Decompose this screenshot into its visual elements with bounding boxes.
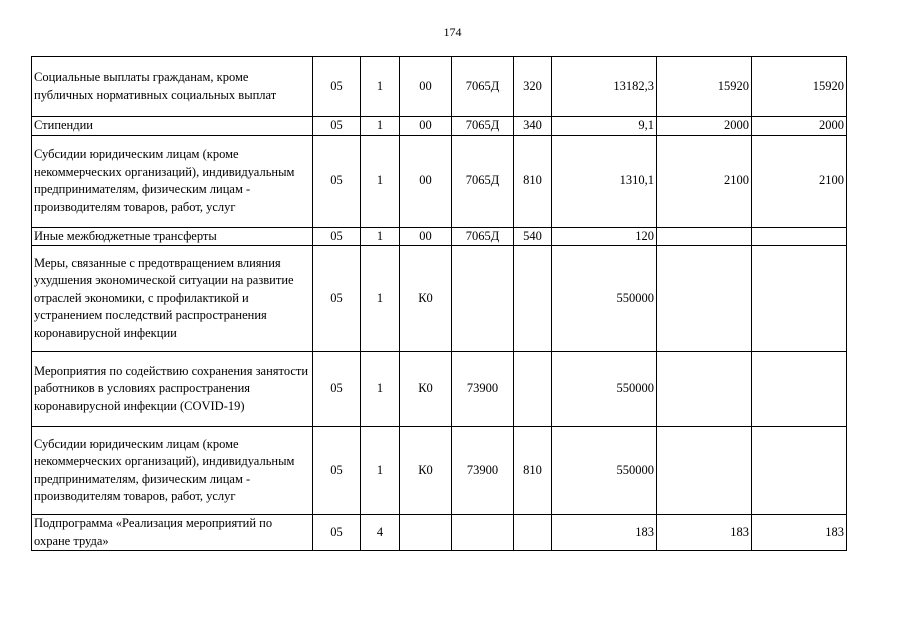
target-article-cell: 7065Д	[452, 117, 514, 136]
table-row	[32, 352, 847, 427]
amount-year1-cell: 550000	[552, 427, 657, 515]
target-article-cell: 73900	[452, 352, 514, 427]
subsection-code-cell: 1	[361, 427, 400, 515]
target-article-cell: 73900	[452, 427, 514, 515]
table-row	[32, 427, 847, 515]
expense-type-cell: 810	[514, 135, 552, 227]
section-code-cell: 05	[313, 352, 361, 427]
section-code-cell: 05	[313, 246, 361, 352]
amount-year1-cell: 13182,3	[552, 57, 657, 117]
amount-year3-cell	[752, 246, 847, 352]
target-article-cell: 7065Д	[452, 135, 514, 227]
amount-year2-cell	[657, 227, 752, 246]
table-row	[32, 135, 847, 227]
amount-year1-cell: 9,1	[552, 117, 657, 136]
program-code-cell: К0	[400, 352, 452, 427]
subsection-code-cell: 1	[361, 57, 400, 117]
program-code-cell	[400, 515, 452, 551]
section-code-cell: 05	[313, 227, 361, 246]
amount-year2-cell: 183	[657, 515, 752, 551]
subsection-code-cell: 1	[361, 246, 400, 352]
amount-year2-cell: 2100	[657, 135, 752, 227]
page-number: 174	[443, 25, 462, 39]
amount-year3-cell: 183	[752, 515, 847, 551]
amount-year3-cell: 15920	[752, 57, 847, 117]
amount-year2-cell: 15920	[657, 57, 752, 117]
amount-year1-cell: 1310,1	[552, 135, 657, 227]
table-row	[32, 117, 847, 136]
amount-year3-cell	[752, 227, 847, 246]
table-row	[32, 515, 847, 551]
amount-year1-cell: 550000	[552, 352, 657, 427]
row-name-cell: Стипендии	[32, 117, 313, 136]
subsection-code-cell: 1	[361, 135, 400, 227]
row-name-cell: Иные межбюджетные трансферты	[32, 227, 313, 246]
row-name-cell: Субсидии юридическим лицам (кроме некоммерческих организаций), индивидуальным предпринимателям, физическим лицам - производителям товаров, работ, услуг	[32, 135, 313, 227]
target-article-cell	[452, 246, 514, 352]
expense-type-cell	[514, 515, 552, 551]
budget-table	[31, 56, 847, 551]
amount-year3-cell	[752, 352, 847, 427]
amount-year2-cell	[657, 246, 752, 352]
expense-type-cell	[514, 352, 552, 427]
section-code-cell: 05	[313, 515, 361, 551]
program-code-cell: 00	[400, 57, 452, 117]
row-name-cell: Субсидии юридическим лицам (кроме некоммерческих организаций), индивидуальным предпринимателям, физическим лицам - производителям товаров, работ, услуг	[32, 427, 313, 515]
row-name-cell: Социальные выплаты гражданам, кроме публичных нормативных социальных выплат	[32, 57, 313, 117]
table-row	[32, 57, 847, 117]
program-code-cell: 00	[400, 227, 452, 246]
amount-year1-cell: 183	[552, 515, 657, 551]
expense-type-cell: 320	[514, 57, 552, 117]
subsection-code-cell: 1	[361, 352, 400, 427]
table-row	[32, 246, 847, 352]
amount-year1-cell: 120	[552, 227, 657, 246]
expense-type-cell: 810	[514, 427, 552, 515]
amount-year2-cell	[657, 427, 752, 515]
expense-type-cell	[514, 246, 552, 352]
program-code-cell: К0	[400, 427, 452, 515]
amount-year3-cell	[752, 427, 847, 515]
expense-type-cell: 540	[514, 227, 552, 246]
target-article-cell: 7065Д	[452, 227, 514, 246]
program-code-cell: К0	[400, 246, 452, 352]
row-name-cell: Подпрограмма «Реализация мероприятий по охране труда»	[32, 515, 313, 551]
section-code-cell: 05	[313, 117, 361, 136]
program-code-cell: 00	[400, 117, 452, 136]
subsection-code-cell: 1	[361, 117, 400, 136]
amount-year2-cell	[657, 352, 752, 427]
section-code-cell: 05	[313, 135, 361, 227]
section-code-cell: 05	[313, 427, 361, 515]
subsection-code-cell: 4	[361, 515, 400, 551]
section-code-cell: 05	[313, 57, 361, 117]
subsection-code-cell: 1	[361, 227, 400, 246]
row-name-cell: Мероприятия по содействию сохранения занятости работников в условиях распространения коронавирусной инфекции (COVID-19)	[32, 352, 313, 427]
target-article-cell	[452, 515, 514, 551]
amount-year2-cell: 2000	[657, 117, 752, 136]
expense-type-cell: 340	[514, 117, 552, 136]
amount-year3-cell: 2000	[752, 117, 847, 136]
row-name-cell: Меры, связанные с предотвращением влияния ухудшения экономической ситуации на развитие отраслей экономики, с профилактикой и устранением последствий распространения коронавирусной инфекции	[32, 246, 313, 352]
amount-year1-cell: 550000	[552, 246, 657, 352]
amount-year3-cell: 2100	[752, 135, 847, 227]
program-code-cell: 00	[400, 135, 452, 227]
table-row	[32, 227, 847, 246]
target-article-cell: 7065Д	[452, 57, 514, 117]
